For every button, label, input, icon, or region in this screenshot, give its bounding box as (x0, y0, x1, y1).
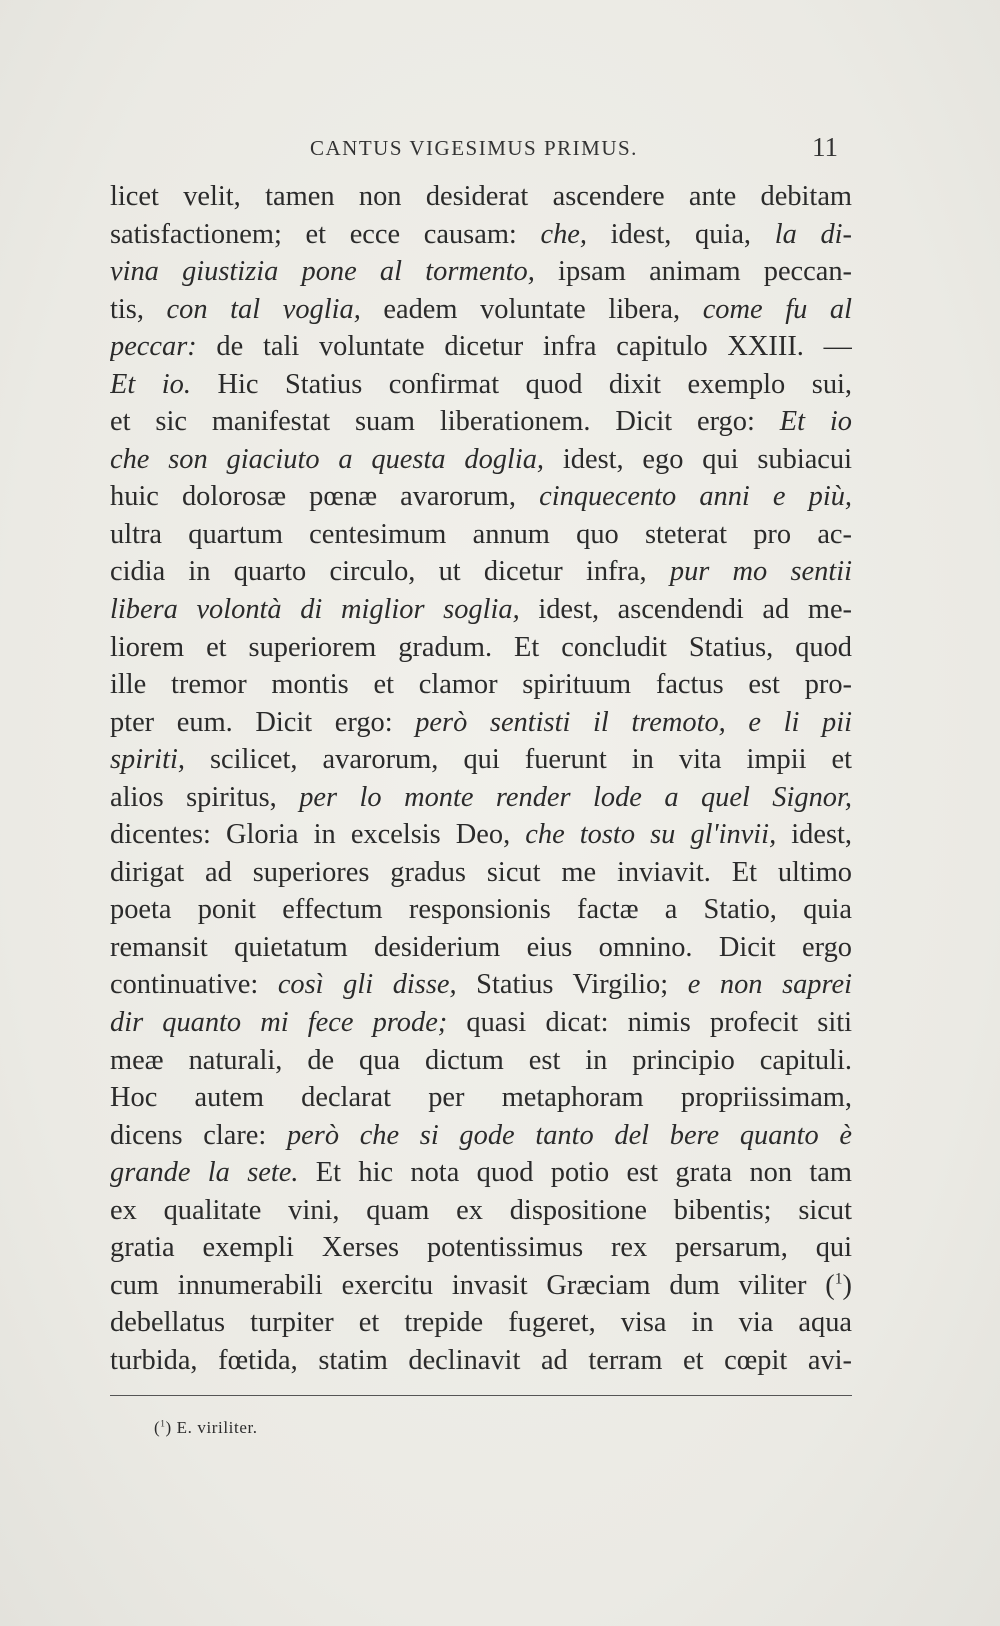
text-segment: cidia in quarto circulo, ut dicetur infra, (110, 556, 670, 588)
page-number: 11 (812, 132, 838, 162)
text-segment: idest, ascendendi ad me- (519, 594, 852, 626)
text-segment: pter eum. Dicit ergo: (110, 706, 416, 738)
italic-segment: però che si gode tanto del bere quanto è (286, 1119, 852, 1151)
text-segment: cum innumerabili exercitu invasit Græciam dum viliter ( (110, 1269, 835, 1301)
text-segment: Hic Statius confirmat quod dixit exemplo sui, (190, 368, 852, 400)
text-segment: Hoc autem declarat per metaphoram propriissimam, (110, 1082, 852, 1114)
text-line (110, 966, 852, 1004)
text-segment: ultra quartum centesimum annum quo steterat pro ac- (110, 518, 852, 550)
italic-segment: libera volontà di miglior soglia, (110, 594, 520, 626)
italic-segment: che, (540, 218, 587, 250)
footnote-ref: 1 (834, 1270, 843, 1288)
footnote-marker: 1 (160, 1419, 166, 1430)
text-segment: idest, (776, 819, 852, 851)
text-line (110, 704, 852, 742)
italic-segment: però sentisti il tremoto, e li pii (415, 706, 852, 738)
text-line (110, 291, 852, 329)
text-segment: ) (842, 1269, 852, 1301)
text-segment: ipsam animam peccan- (534, 256, 852, 288)
italic-segment: che son giaciuto a questa doglia, (110, 443, 545, 475)
text-line (110, 1342, 852, 1380)
text-segment: ex qualitate vini, quam ex dispositione bibentis; sicut (110, 1194, 852, 1226)
footnote-open: ( (154, 1418, 161, 1437)
italic-segment: che tosto su gl'invii, (525, 819, 777, 851)
text-segment: debellatus turpiter et trepide fugeret, visa in via aqua (110, 1307, 852, 1339)
text-line (110, 1229, 852, 1267)
text-line (110, 1042, 852, 1080)
text-segment: eadem voluntate libera, (360, 293, 703, 325)
text-line (110, 591, 852, 629)
text-line (110, 816, 852, 854)
text-segment: gratia exempli Xerses potentissimus rex persarum, qui (110, 1232, 852, 1264)
italic-segment: pur mo sentii (669, 556, 852, 588)
text-line (110, 854, 852, 892)
footnote (154, 1418, 258, 1438)
italic-segment: dir quanto mi fece prode; (110, 1007, 448, 1039)
text-segment: Statius Virgilio; (456, 969, 688, 1001)
running-head (110, 132, 840, 166)
italic-segment: come fu al (702, 293, 852, 325)
text-segment: remansit quietatum desiderium eius omnino. Dicit ergo (110, 931, 852, 963)
text-segment: idest, quia, (586, 218, 775, 250)
text-segment: meæ naturali, de qua dictum est in principio capituli. (110, 1044, 852, 1076)
text-line (110, 1117, 852, 1155)
text-line (110, 779, 852, 817)
text-segment: tis, (110, 293, 167, 325)
footnote-rule (110, 1395, 852, 1396)
text-line (110, 216, 852, 254)
italic-segment: Et io (779, 406, 852, 438)
text-segment: quasi dicat: nimis profecit siti (447, 1007, 852, 1039)
text-line (110, 629, 852, 667)
text-segment: liorem et superiorem gradum. Et concludit Statius, quod (110, 631, 852, 663)
italic-segment: Et io. (110, 368, 191, 400)
text-segment: dicentes: Gloria in excelsis Deo, (110, 819, 526, 851)
text-line (110, 253, 852, 291)
italic-segment: con tal voglia, (166, 293, 361, 325)
italic-segment: vina giustizia pone al tormento, (110, 256, 535, 288)
italic-segment: per lo monte render lode a quel Signor, (299, 781, 852, 813)
text-line (110, 1154, 852, 1192)
text-segment: dirigat ad superiores gradus sicut me inviavit. Et ultimo (110, 856, 852, 888)
text-line (110, 1079, 852, 1117)
text-segment: de tali voluntate dicetur infra capitulo XXIII. — (196, 331, 852, 363)
text-line (110, 366, 852, 404)
text-line (110, 1267, 852, 1305)
text-line (110, 403, 852, 441)
text-line (110, 553, 852, 591)
text-segment: idest, ego qui subiacui (544, 443, 852, 475)
italic-segment: spiriti, (110, 744, 185, 776)
italic-segment: cinquecento anni e più, (539, 481, 852, 513)
text-line (110, 1192, 852, 1230)
text-segment: et sic manifestat suam liberationem. Dicit ergo: (110, 406, 780, 438)
text-line (110, 478, 852, 516)
text-segment: licet velit, tamen non desiderat ascendere ante debitam (110, 181, 852, 212)
text-segment: ille tremor montis et clamor spirituum factus est pro- (110, 669, 852, 701)
body-text (110, 178, 852, 1380)
text-line (110, 741, 852, 779)
text-segment: scilicet, avarorum, qui fuerunt in vita impii et (184, 744, 852, 776)
italic-segment: e non saprei (687, 969, 852, 1001)
text-segment: huic dolorosæ pœnæ avarorum, (110, 481, 540, 513)
text-segment: poeta ponit effectum responsionis factæ a Statio, quia (110, 894, 852, 926)
text-segment: alios spiritus, (110, 781, 300, 813)
running-title: CANTUS VIGESIMUS PRIMUS. (310, 136, 638, 160)
text-segment: Et hic nota quod potio est grata non tam (298, 1157, 852, 1189)
footnote-text: ) E. viriliter. (165, 1418, 258, 1437)
italic-segment: la di- (774, 218, 852, 250)
text-segment: continuative: (110, 969, 278, 1001)
text-line (110, 1304, 852, 1342)
italic-segment: peccar: (110, 331, 197, 363)
text-segment: turbida, fœtida, statim declinavit ad terram et cœpit avi- (110, 1344, 852, 1376)
italic-segment: così gli disse, (277, 969, 457, 1001)
text-line (110, 516, 852, 554)
text-line (110, 929, 852, 967)
text-segment: satisfactionem; et ecce causam: (110, 218, 541, 250)
text-line (110, 328, 852, 366)
text-line (110, 178, 852, 216)
text-line (110, 666, 852, 704)
text-segment: dicens clare: (110, 1119, 287, 1151)
italic-segment: grande la sete. (110, 1157, 299, 1189)
text-line (110, 891, 852, 929)
text-line (110, 441, 852, 479)
text-line (110, 1004, 852, 1042)
